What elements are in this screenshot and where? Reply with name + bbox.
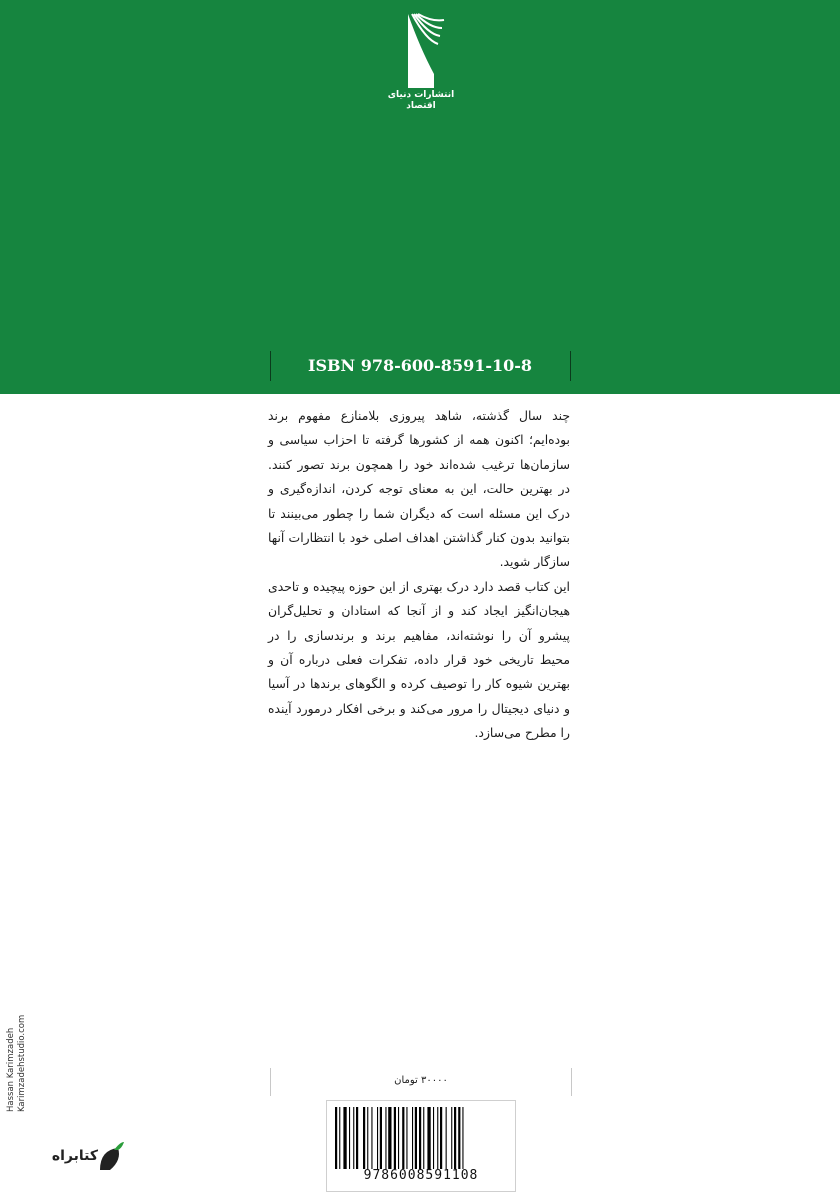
designer-name: Hassan Karimzadeh xyxy=(6,1027,16,1112)
blurb-paragraph: این کتاب قصد دارد درک بهتری از این حوزه پیچیده و تاحدی هیجان‌انگیز ایجاد کند و از آنجا که استادان و تحلیل‌گران پیشرو آن را نوشته‌اند، مفاهیم برند و برندسازی را در محیط تاریخی خود قرار داده، تفکرات فعلی درباره آن و بهترین شیوه کار را توصیف کرده و الگوهای برندها در آسیا و دنیای دیجیتال را مرور می‌کند و برخی افکار درمورد آینده را مطرح می‌سازد. xyxy=(268,578,570,741)
barcode-bars xyxy=(333,1107,509,1169)
publisher-logo-text: انتشارات دنیای اقتصاد xyxy=(387,90,455,111)
isbn-right-rule xyxy=(570,351,571,381)
watermark-text: کتابراه xyxy=(51,1148,98,1164)
ketabrah-watermark xyxy=(40,1134,140,1184)
isbn-barcode xyxy=(326,1100,516,1192)
barcode-digits: 9786008591108 xyxy=(363,1168,479,1183)
back-cover-blurb xyxy=(268,404,570,746)
designer-website: Karimzadehstudio.com xyxy=(17,1014,27,1112)
price-box xyxy=(270,1068,572,1096)
designer-credit xyxy=(6,942,36,1112)
price: ۳۰۰۰۰ تومان xyxy=(394,1075,448,1086)
isbn-number: ISBN 978-600-8591-10-8 xyxy=(307,356,533,375)
leaf-icon xyxy=(96,1140,126,1174)
blurb-paragraph: چند سال گذشته، شاهد پیروزی بلامنازع مفهوم برند بوده‌ایم؛ اکنون همه از کشورها گرفته تا احزاب سیاسی و سازمان‌ها ترغیب شده‌اند خود را همچون برند تصور کنند. در بهترین حالت، این به معنای توجه کردن، اندازه‌گیری و درک این مسئله است که دیگران شما را چطور می‌بینند تا بتوانید بدون کنار گذاشتن اهداف اصلی خود با انتظارات آنها سازگار شوید. xyxy=(268,408,570,570)
isbn-left-rule xyxy=(270,351,271,381)
